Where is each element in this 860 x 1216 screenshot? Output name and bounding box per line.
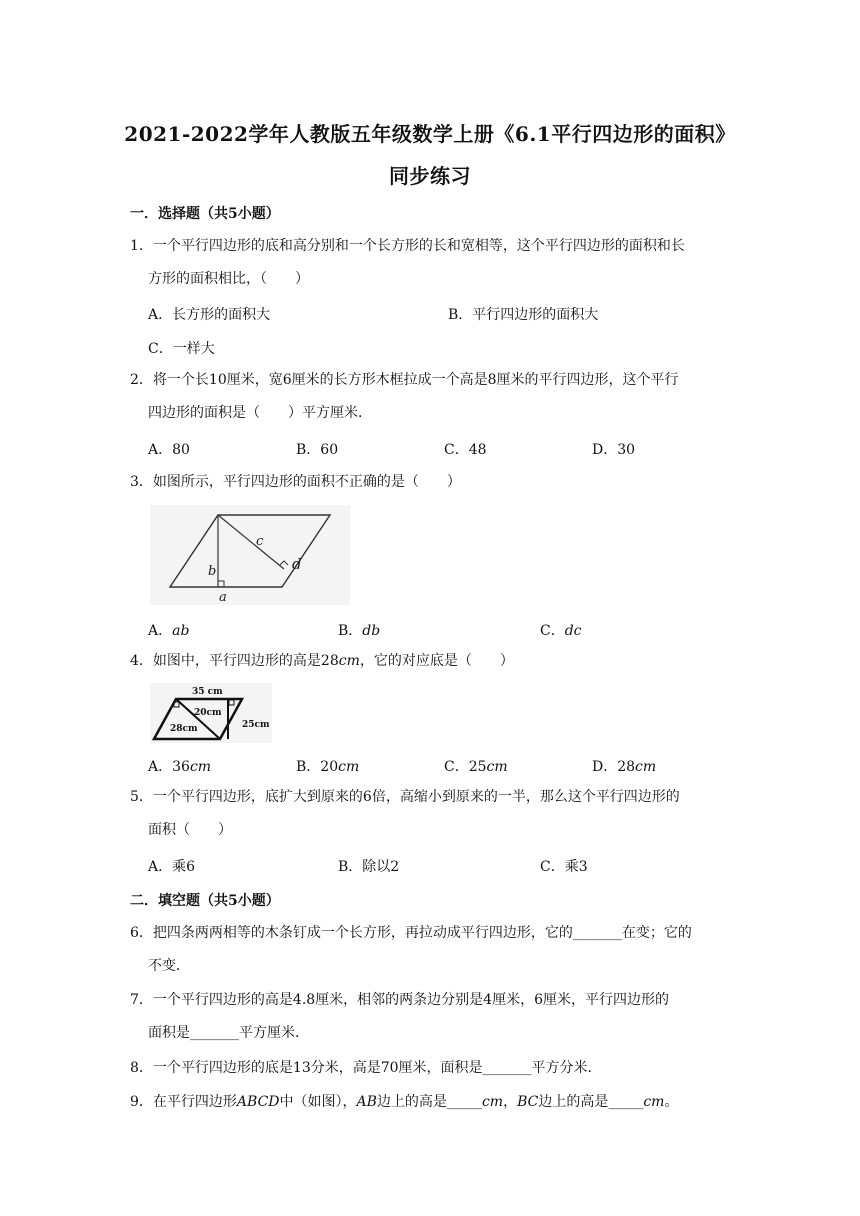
q9-text-4: ， [503,1094,518,1110]
q9-abcd: ABCD [236,1094,280,1110]
q9-bc: BC [517,1094,539,1110]
q4-unit: cm [338,653,360,669]
q4-option-b-unit: cm [338,759,360,775]
q9-text-3: 边上的高是_____ [376,1094,482,1110]
question-3 [130,466,740,499]
question-1-options [148,304,748,324]
q4-label-left: 28cm [170,724,198,734]
q1-option-b[interactable]: B．平行四边形的面积大 [448,307,599,323]
question-2-line-1: 2．将一个长10厘米，宽6厘米的长方形木框拉成一个高是8厘米的平行四边形，这个平行 [130,372,679,388]
q2-option-a[interactable]: A．80 [148,442,190,458]
q3-label-b: b [208,564,217,579]
q4-label-mid: 20cm [194,708,222,718]
q5-option-b[interactable]: B．除以2 [338,859,400,875]
q9-ab: AB [356,1094,377,1110]
q4-option-d-unit: cm [635,759,657,775]
section-choice-heading: 一．选择题（共5小题） [130,206,280,222]
q3-option-c-prefix: C． [540,623,565,639]
question-4 [130,645,740,678]
q3-label-d: d [292,555,302,573]
q9-text-2: 中（如图）， [279,1094,357,1110]
question-7-line-2: 面积是_______平方厘米． [148,1025,309,1041]
q9-text-5: 边上的高是_____ [538,1094,644,1110]
q4-label-top: 35 cm [192,687,223,697]
q4-option-d-text: D．28 [592,759,636,775]
q9-unit-1: cm [481,1094,504,1110]
title-line-2: 同步练习 [389,164,471,188]
q9-text-1: 9．在平行四边形 [130,1094,237,1110]
question-7 [130,984,740,1050]
q4-label-right: 25cm [242,720,270,730]
q4-option-a-unit: cm [189,759,212,775]
q3-option-b-expr: db [362,623,381,639]
question-2-line-2: 四边形的面积是（ ）平方厘米． [148,405,372,421]
q1-option-a[interactable]: A．长方形的面积大 [148,307,271,323]
q9-text-6: 。 [664,1094,679,1110]
q4-parallelogram-figure [150,683,272,743]
question-9 [130,1086,740,1119]
question-1 [130,230,740,296]
question-8-line-1: 8．一个平行四边形的底是13分米，高是70厘米，面积是_______平方分米． [130,1060,602,1076]
q3-option-b-prefix: B． [338,623,363,639]
question-4-options [148,756,748,776]
question-1-options-2 [148,338,748,358]
q2-option-b[interactable]: B．60 [296,442,339,458]
question-1-line-1: 1．一个平行四边形的底和高分别和一个长方形的长和宽相等，这个平行四边形的面积和长 [130,238,685,254]
q2-option-c[interactable]: C．48 [444,442,487,458]
question-5-line-1: 5．一个平行四边形，底扩大到原来的6倍，高缩小到原来的一半，那么这个平行四边形的 [130,789,680,805]
question-8 [130,1052,740,1085]
question-7-line-1: 7．一个平行四边形的高是4.8厘米，相邻的两条边分别是4厘米，6厘米，平行四边形的 [130,992,669,1008]
q4-option-a[interactable] [148,756,211,776]
question-6-line-1: 6．把四条两两相等的木条钉成一个长方形，再拉动成平行四边形，它的_______在变；它的 [130,925,692,941]
question-5 [130,781,740,847]
q5-option-c[interactable]: C．乘3 [540,859,588,875]
question-4-line-1 [130,645,740,678]
title-line-1: 2021-2022学年人教版五年级数学上册《6.1平行四边形的面积》 [124,122,736,146]
section-fill-heading: 二．填空题（共5小题） [130,893,280,909]
q4-text-pre: 4．如图中，平行四边形的高是28 [130,653,339,669]
question-3-line-1: 3．如图所示，平行四边形的面积不正确的是（ ） [130,474,461,490]
q3-parallelogram-figure [150,505,350,605]
q3-option-c[interactable] [540,620,582,640]
q9-unit-2: cm [643,1094,665,1110]
question-2 [130,364,740,430]
question-9-line-1 [130,1086,740,1119]
q5-option-a[interactable]: A．乘6 [148,859,196,875]
question-3-options [148,620,748,640]
question-6 [130,917,740,983]
q4-option-c-unit: cm [486,759,508,775]
q4-option-b-text: B．20 [296,759,339,775]
q4-text-post: ，它的对应底是（ ） [359,653,514,669]
q3-option-c-expr: dc [564,623,582,639]
q3-option-a[interactable] [148,620,189,640]
question-6-line-2: 不变． [148,958,190,974]
q1-option-c[interactable]: C．一样大 [148,341,215,357]
q4-option-c[interactable] [444,756,508,776]
q4-option-c-text: C．25 [444,759,487,775]
q3-option-a-expr: ab [172,623,190,639]
q3-option-b[interactable] [338,620,380,640]
q3-figure-bg [150,505,350,605]
q4-option-a-text: A．36 [148,759,190,775]
q4-option-b[interactable] [296,756,359,776]
question-5-line-2: 面积（ ） [148,822,232,838]
question-5-options [148,856,748,876]
question-2-options [148,439,748,459]
question-1-line-2: 方形的面积相比，（ ） [148,271,309,287]
q4-option-d[interactable] [592,756,656,776]
q2-option-d[interactable]: D．30 [592,442,636,458]
q3-option-a-prefix: A． [148,623,173,639]
q3-label-a: a [219,590,227,605]
q3-label-c: c [256,534,264,549]
